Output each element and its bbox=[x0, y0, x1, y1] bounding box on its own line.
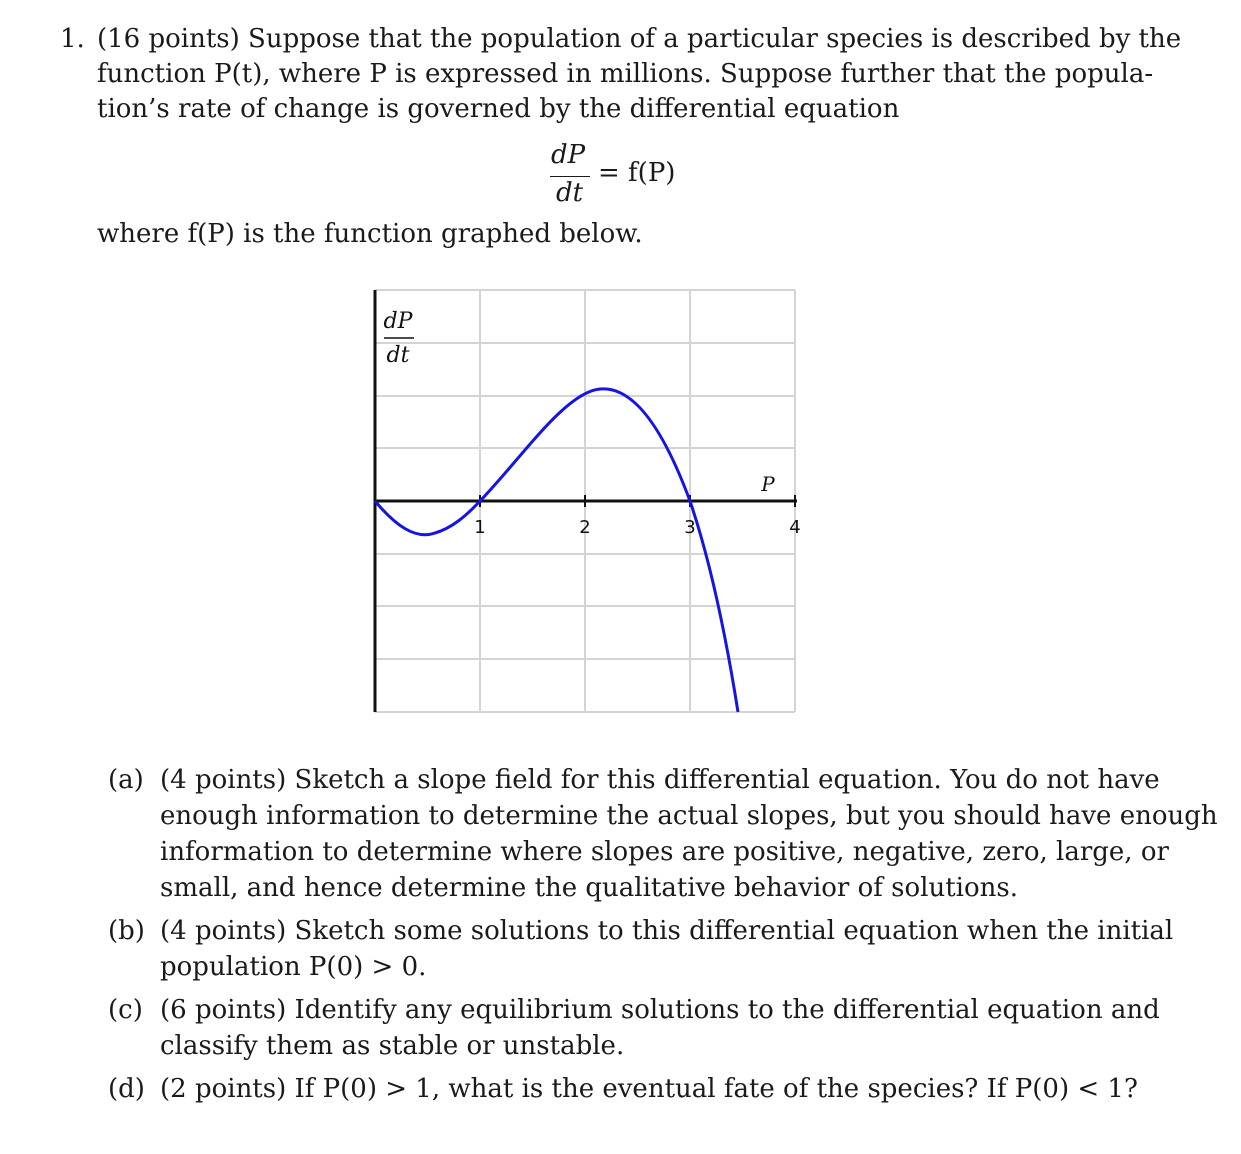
differential-equation bbox=[540, 140, 710, 215]
x-tick-label-1: 1 bbox=[474, 517, 486, 538]
problem-number: 1. bbox=[60, 24, 85, 54]
part-d-line-1: (2 points) If P(0) > 1, what is the eventual fate of the species? If P(0) < 1? bbox=[160, 1074, 1138, 1104]
part-d-label: (d) bbox=[108, 1074, 145, 1104]
where-line: where f(P) is the function graphed below. bbox=[97, 219, 643, 249]
problem-intro bbox=[97, 22, 1182, 127]
intro-line-3: tion’s rate of change is governed by the differential equation bbox=[97, 94, 900, 124]
intro-line-1: (16 points) Suppose that the population of a particular species is described by the bbox=[97, 24, 1182, 54]
x-tick-label-4: 4 bbox=[789, 517, 801, 538]
part-a-line-4: small, and hence determine the qualitative behavior of solutions. bbox=[160, 873, 1018, 903]
part-c-line-2: classify them as stable or unstable. bbox=[160, 1031, 625, 1061]
equation-fraction-bar bbox=[550, 176, 590, 177]
y-axis-label-numerator: dP bbox=[383, 309, 413, 334]
part-a-line-1: (4 points) Sketch a slope field for this differential equation. You do not have bbox=[160, 765, 1160, 795]
part-c-label: (c) bbox=[108, 995, 143, 1025]
x-tick-label-3: 3 bbox=[684, 517, 696, 538]
equation-rhs: = f(P) bbox=[598, 158, 676, 188]
part-c-line-1: (6 points) Identify any equilibrium solutions to the differential equation and bbox=[160, 995, 1160, 1025]
x-tick-label-2: 2 bbox=[579, 517, 591, 538]
part-a-label: (a) bbox=[108, 765, 144, 795]
part-b-line-2: population P(0) > 0. bbox=[160, 952, 427, 982]
function-graph bbox=[360, 280, 810, 720]
function-curve bbox=[375, 389, 738, 712]
intro-line-2: function P(t), where P is expressed in millions. Suppose further that the popula- bbox=[97, 59, 1154, 89]
part-b-line-1: (4 points) Sketch some solutions to this differential equation when the initial bbox=[160, 916, 1174, 946]
part-b-label: (b) bbox=[108, 916, 145, 946]
x-axis-label: P bbox=[761, 472, 775, 496]
part-a-line-2: enough information to determine the actual slopes, but you should have enough bbox=[160, 801, 1218, 831]
equation-numerator: dP bbox=[551, 140, 586, 170]
equation-denominator: dt bbox=[556, 178, 584, 208]
y-axis-label-denominator: dt bbox=[386, 343, 410, 368]
part-a-line-3: information to determine where slopes are positive, negative, zero, large, or bbox=[160, 837, 1169, 867]
